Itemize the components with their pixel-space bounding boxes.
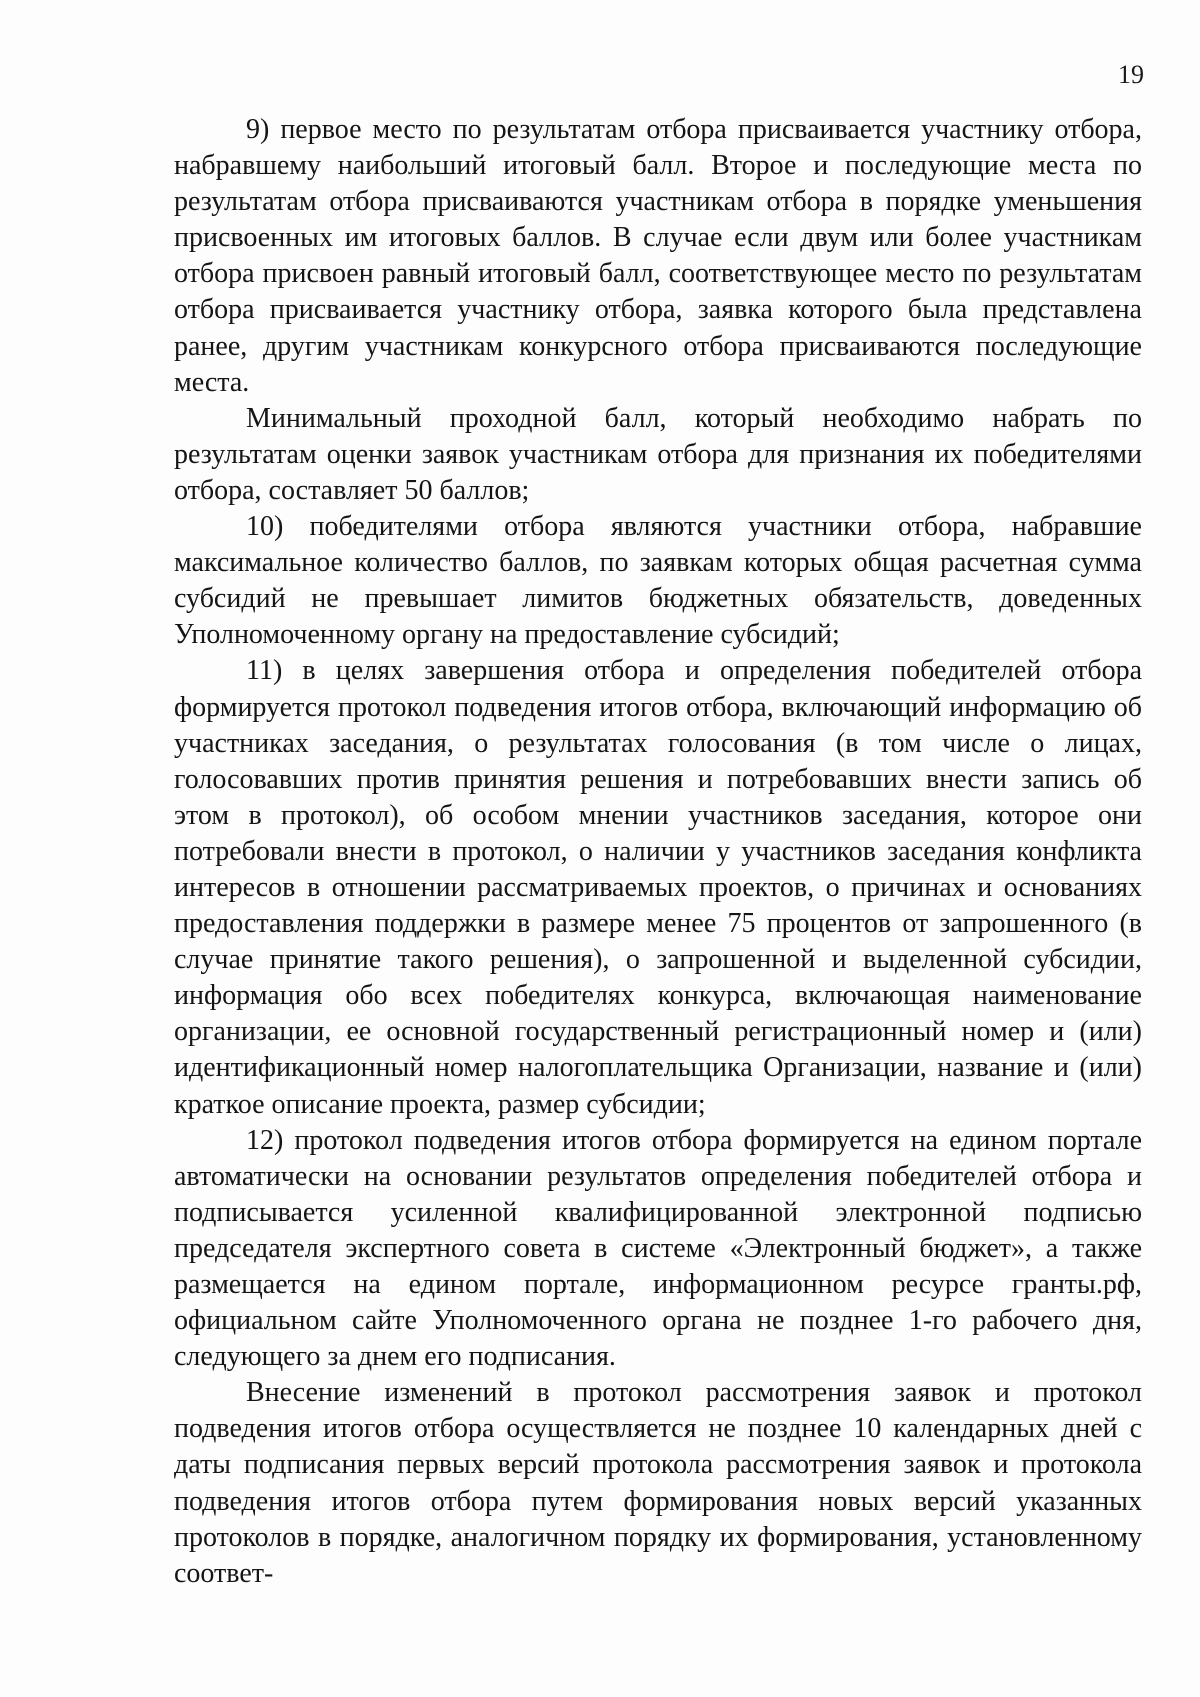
paragraph-item-12: 12) протокол подведения итогов отбора формируется на едином портале автоматически на основании результатов определения победителей отбора и подписывается усиленной квалифицированной электронной подписью председателя экспертного совета в системе «Электронный бюджет», а также размещается на едином портале, информационном ресурсе гранты.рф, официальном сайте Уполномоченного органа не позднее 1-го рабочего дня, следующего за днем его подписания. bbox=[174, 1124, 1142, 1373]
paragraph-protocol-changes: Внесение изменений в протокол рассмотрения заявок и протокол подведения итогов отбора осуществляется не позднее 10 календарных дней с даты подписания первых версий протокола рассмотрения заявок и протокола подведения итогов отбора путем формирования новых версий указанных протоколов в порядке, аналогичном порядку их формирования, установленному соответ- bbox=[174, 1377, 1142, 1589]
page-number: 19 bbox=[1118, 60, 1144, 89]
paragraph-item-9: 9) первое место по результатам отбора присваивается участнику отбора, набравшему наибольший итоговый балл. Второе и последующие места по результатам отбора присваиваются участникам отбора в порядке уменьшения присвоенных им итоговых баллов. В случае если двум или более участникам отбора присвоен равный итоговый балл, соответствующее место по результатам отбора присваивается участнику отбора, заявка которого была представлена ранее, другим участникам конкурсного отбора присваиваются последующие места. bbox=[174, 114, 1142, 398]
document-body bbox=[174, 112, 1142, 1592]
paragraph-item-11: 11) в целях завершения отбора и определения победителей отбора формируется протокол подведения итогов отбора, включающий информацию об участниках заседания, о результатах голосования (в том числе о лицах, голосовавших против принятия решения и потребовавших внести запись об этом в протокол), об особом мнении участников заседания, которое они потребовали внести в протокол, о наличии у участников заседания конфликта интересов в отношении рассматриваемых проектов, о причинах и основаниях предоставления поддержки в размере менее 75 процентов от запрошенного (в случае принятие такого решения), о запрошенной и выделенной субсидии, информация обо всех победителях конкурса, включающая наименование организации, ее основной государственный регистрационный номер и (или) идентификационный номер налогоплательщика Организации, название и (или) краткое описание проекта, размер субсидии; bbox=[174, 655, 1142, 1120]
paragraph-item-10: 10) победителями отбора являются участники отбора, набравшие максимальное количество баллов, по заявкам которых общая расчетная сумма субсидий не превышает лимитов бюджетных обязательств, доведенных Уполномоченному органу на предоставление субсидий; bbox=[174, 511, 1142, 651]
paragraph-min-score: Минимальный проходной балл, который необходимо набрать по результатам оценки заявок участникам отбора для признания их победителями отбора, составляет 50 баллов; bbox=[174, 402, 1142, 506]
